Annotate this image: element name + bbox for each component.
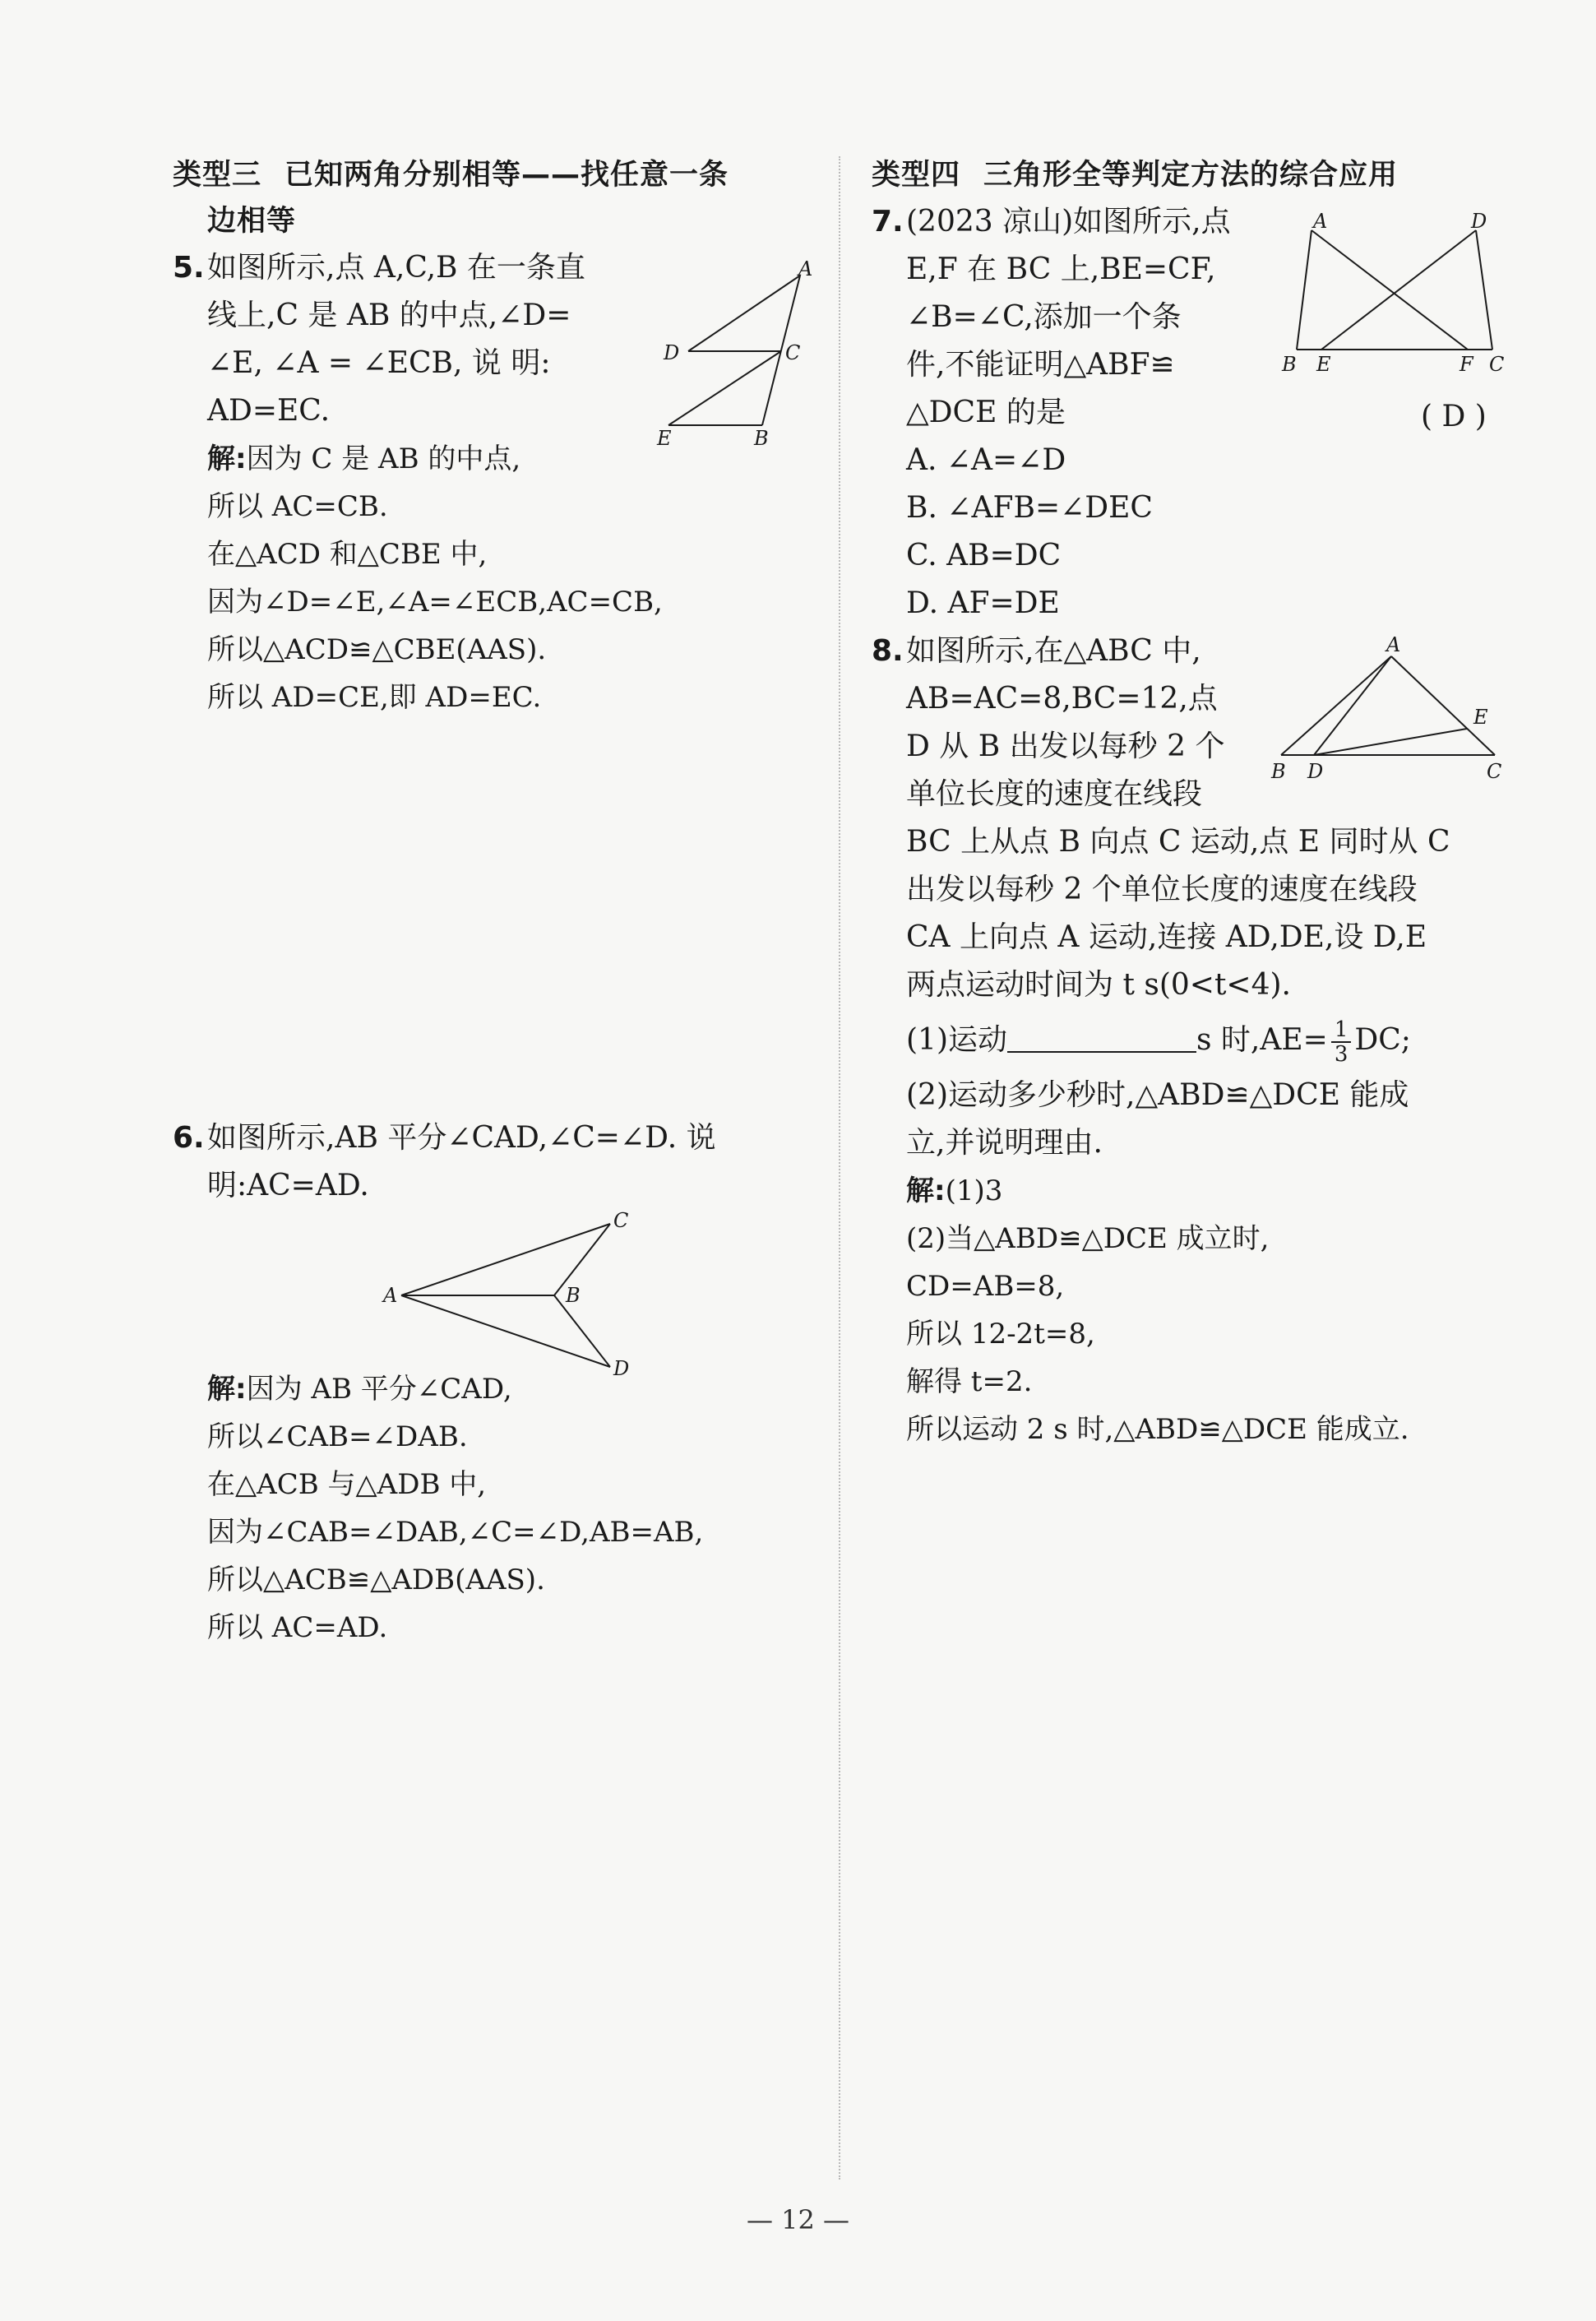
q8-part1-mid: s 时,AE= (1196, 1023, 1328, 1057)
q7-figure (1279, 210, 1517, 382)
q7-text-2: ∠B=∠C,添加一个条 (906, 300, 1182, 334)
q7-option-d: D. AF=DE (906, 586, 1060, 620)
q8-text-1: AB=AC=8,BC=12,点 (906, 682, 1218, 716)
q8-label-a: A (1386, 633, 1401, 656)
q5-text-2: ∠E, ∠A = ∠ECB, 说 明: (207, 346, 551, 380)
q7-segment-dc (1476, 230, 1492, 350)
q8-part2-0: (2)运动多少秒时,△ABD≌△DCE 能成 (906, 1078, 1409, 1112)
q8-part1-suffix: DC; (1354, 1023, 1411, 1057)
q7-text-1: E,F 在 BC 上,BE=CF, (906, 252, 1216, 286)
q8-solution-line: 解得 t=2. (906, 1365, 1033, 1398)
q6-solution-line: 所以 AC=AD. (207, 1611, 388, 1644)
section-4-title (872, 152, 1521, 198)
section-4-label: 类型四 (872, 159, 961, 192)
q6-solution (173, 1365, 822, 1652)
q8-text-5: 出发以每秒 2 个单位长度的速度在线段 (906, 873, 1418, 906)
q8-segment-ab (1281, 656, 1391, 755)
q8-number: 8. (872, 634, 904, 668)
q7-option-c: C. AB=DC (906, 539, 1062, 572)
q7-label-e: E (1316, 353, 1331, 376)
q8-fraction (1331, 1018, 1352, 1066)
q6-text-0: 如图所示,AB 平分∠CAD,∠C=∠D. 说 (207, 1121, 716, 1155)
q8-text-7: 两点运动时间为 t s(0<t<4). (906, 968, 1291, 1002)
q7-label-c: C (1489, 353, 1505, 376)
q8-solution-line: (2)当△ABD≌△DCE 成立时, (906, 1222, 1270, 1255)
q5-label-a: A (798, 257, 813, 280)
q8-label-b: B (1271, 760, 1286, 783)
q8-label-c: C (1487, 760, 1502, 783)
q7-segment-af (1311, 230, 1468, 350)
q8-solution-first (872, 1167, 1521, 1215)
q8-solution-line: CD=AB=8, (906, 1270, 1065, 1303)
q5-text-0: 如图所示,点 A,C,B 在一条直 (207, 251, 585, 285)
q6-solution-line: 因为∠CAB=∠DAB,∠C=∠D,AB=AB, (207, 1516, 704, 1549)
section-3-title (173, 152, 822, 244)
page-number: — 12 — (746, 2204, 850, 2235)
q8-text-2: D 从 B 出发以每秒 2 个 (906, 730, 1225, 763)
q5-label-c: C (785, 341, 801, 364)
q5-solution-line: 所以 AD=CE,即 AD=EC. (207, 681, 542, 714)
q6-solution-text-first: 因为 AB 平分∠CAD, (246, 1373, 512, 1406)
q5-text-1: 线上,C 是 AB 的中点,∠D= (207, 299, 571, 332)
q8-segment-ad (1314, 656, 1391, 755)
q6-segment-bd (554, 1295, 610, 1367)
q7-answer: ( D ) (1421, 400, 1487, 433)
q8-solution-label: 解: (906, 1174, 946, 1207)
q6-text-1: 明:AC=AD. (207, 1169, 369, 1202)
q7-option-a: A. ∠A=∠D (906, 443, 1066, 477)
q8-text-6: CA 上向点 A 运动,连接 AD,DE,设 D,E (906, 920, 1427, 954)
section-3-title-line2: 边相等 (207, 205, 297, 238)
q8-segment-de (1314, 729, 1467, 755)
q6-figure (378, 1209, 641, 1390)
q8-part1 (872, 1009, 1521, 1072)
q6-label-c: C (613, 1209, 629, 1232)
q6-solution-line: 在△ACB 与△ADB 中, (207, 1468, 487, 1501)
q5-solution-line: 在△ACD 和△CBE 中, (207, 538, 488, 571)
q6-label-a: A (383, 1284, 398, 1307)
q7-label-a: A (1313, 210, 1328, 233)
q7-option-b: B. ∠AFB=∠DEC (906, 491, 1153, 525)
q7-text-0: (2023 凉山)如图所示,点 (906, 205, 1231, 239)
q8-text-0: 如图所示,在△ABC 中, (906, 634, 1201, 668)
q8-text-4: BC 上从点 B 向点 C 运动,点 E 同时从 C (906, 825, 1450, 859)
q5-solution-line: 所以 AC=CB. (207, 490, 388, 523)
q7-segment-ab (1297, 230, 1311, 350)
q5-solution-line: 因为∠D=∠E,∠A=∠ECB,AC=CB, (207, 586, 663, 618)
q5-label-b: B (754, 427, 769, 450)
q8-figure (1266, 633, 1513, 790)
q5-label-e: E (657, 427, 672, 450)
q6-solution-label: 解: (207, 1373, 247, 1406)
q5-solution-text-first: 因为 C 是 AB 的中点, (246, 442, 521, 475)
q7-text-3: 件,不能证明△ABF≌ (906, 348, 1175, 382)
section-3-label: 类型三 (173, 159, 262, 192)
q7-label-b: B (1282, 353, 1297, 376)
q8-solution-line: 所以 12-2t=8, (906, 1318, 1095, 1350)
q8-answer-blank[interactable] (1007, 1022, 1196, 1053)
q6-number: 6. (173, 1121, 205, 1155)
q8-part2-1: 立,并说明理由. (906, 1126, 1103, 1160)
q5-solution-line: 所以△ACD≌△CBE(AAS). (207, 633, 547, 666)
q7-text-4: △DCE 的是 (906, 396, 1066, 429)
q8-text-3: 单位长度的速度在线段 (906, 777, 1203, 811)
q8-part1-prefix: (1)运动 (906, 1023, 1007, 1057)
q6-solution-line: 所以△ACB≌△ADB(AAS). (207, 1564, 545, 1596)
q8-label-d: D (1307, 760, 1324, 783)
q8-label-e: E (1473, 706, 1488, 729)
q6-segment-bc (554, 1224, 610, 1295)
question-6 (173, 1114, 822, 1210)
q8-fraction-denominator: 3 (1334, 1042, 1349, 1067)
section-4-title-text: 三角形全等判定方法的综合应用 (983, 159, 1399, 192)
q8-solution-text-first: (1)3 (945, 1174, 1003, 1207)
q6-solution-line: 所以∠CAB=∠DAB. (207, 1420, 468, 1453)
q6-label-d: D (613, 1357, 630, 1380)
q5-text-3: AD=EC. (207, 394, 331, 428)
q7-number: 7. (872, 205, 904, 239)
section-3-title-line1: 已知两角分别相等——找任意一条 (285, 159, 729, 192)
q6-label-b: B (566, 1284, 581, 1307)
q8-fraction-numerator: 1 (1331, 1018, 1352, 1043)
q5-label-d: D (664, 341, 680, 364)
q5-figure (654, 251, 818, 456)
column-divider (839, 156, 840, 2180)
q8-solution-line: 所以运动 2 s 时,△ABD≌△DCE 能成立. (906, 1413, 1409, 1446)
q5-solution-label: 解: (207, 442, 247, 475)
q7-label-f: F (1460, 353, 1473, 376)
q7-segment-de (1321, 230, 1476, 350)
q6-line (173, 1114, 822, 1162)
q5-number: 5. (173, 251, 205, 285)
q7-label-d: D (1471, 210, 1487, 233)
